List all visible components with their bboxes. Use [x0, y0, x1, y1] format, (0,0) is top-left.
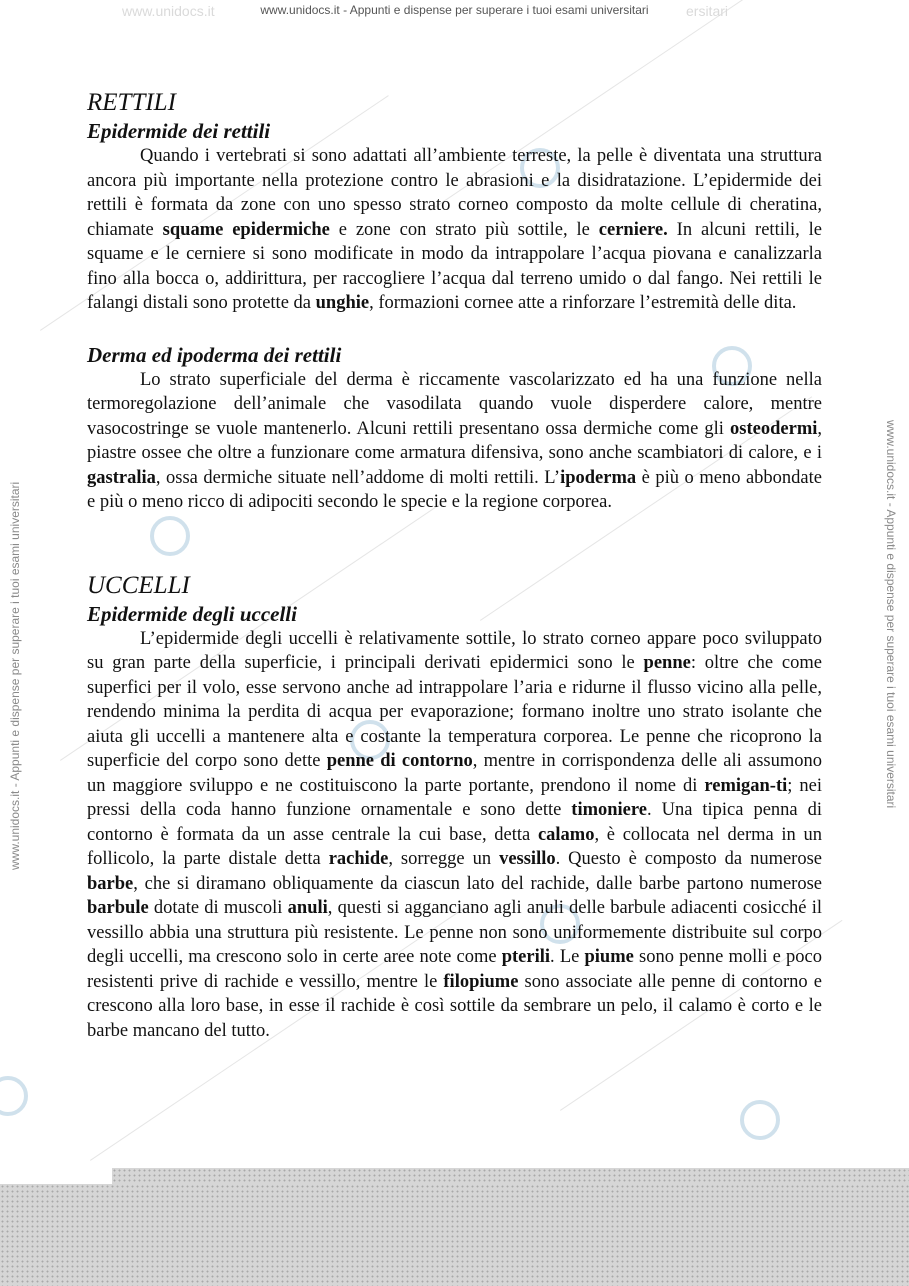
- bold-term: rachide: [328, 849, 389, 869]
- page-bottom-overlay: [0, 1184, 909, 1286]
- bold-term: anuli: [287, 898, 328, 918]
- unidocs-logo-icon: [0, 1076, 28, 1116]
- bold-term: vessillo: [499, 849, 556, 869]
- unidocs-logo-icon: [740, 1100, 780, 1140]
- side-watermark-left: www.unidocs.it - Appunti e dispense per superare i tuoi esami universitari: [8, 481, 22, 870]
- bold-term: ipoderma: [560, 467, 637, 488]
- subheading-derma-rettili: Derma ed ipoderma dei rettili: [87, 342, 342, 367]
- bold-term: piume: [584, 947, 634, 967]
- header-watermark-text: www.unidocs.it - Appunti e dispense per superare i tuoi esami universitari: [260, 3, 649, 17]
- bold-term: unghie: [315, 293, 370, 313]
- page-cutoff-overlay: [112, 1168, 909, 1185]
- bold-term: barbule: [87, 898, 149, 918]
- document-body: [87, 88, 822, 1043]
- bold-term: gastralia: [87, 467, 156, 488]
- bold-term: cerniere.: [598, 219, 668, 240]
- side-watermark-right: www.unidocs.it - Appunti e dispense per superare i tuoi esami universitari: [884, 420, 898, 809]
- header-watermark: [0, 3, 909, 17]
- bold-term: filopiume: [443, 971, 519, 992]
- header-ghost-left: www.unidocs.it: [122, 3, 215, 19]
- bold-term: penne: [643, 653, 691, 673]
- bold-term: pterili: [501, 947, 551, 967]
- bold-term: timoniere: [571, 800, 647, 820]
- paragraph-epidermide-uccelli: L’epidermide degli uccelli è relativamente sottile, lo strato corneo appare poco sviluppato su gran parte della superficie, i principali derivati epidermici sono le penne: oltre che come superfici per il volo, esse servono anche ad intrappolare l’aria e ridurne il flusso vicino alla pelle, rendendo minima la perdita di acqua per evaporazione; formano inoltre uno strato isolante che aiuta gli uccelli a mantenere alta e costante la temperatura corporea. Le penne che ricoprono la superficie del corpo sono dette penne di contorno, mentre in corrispondenza delle ali assumono un maggiore sviluppo e ne costituiscono la parte portante, prendono il nome di remigan-ti; nei pressi della coda hanno funzione ornamentale e sono dette timoniere. Una tipica penna di contorno è formata da un asse centrale la cui base, detta calamo, è collocata nel derma in un follicolo, la parte distale detta rachide, sorregge un vessillo. Questo è composto da numerose barbe, che si diramano obliquamente da ciascun lato del rachide, dalle barbe partono numerose barbule dotate di muscoli anuli, questi si agganciano agli anuli delle barbule adiacenti cosicché il vessillo abbia una struttura più resistente. Le penne non sono uniformemente distribuite sul corpo degli uccelli, ma crescono solo in certe aree note come pterili. Le piume sono penne molli e poco resistenti prive di rachide e vessillo, mentre le filopiume sono associate alle penne di contorno e crescono alla loro base, in esse il rachide è così sottile da sembrare un pelo, il calamo è corto e le barbe mancano del tutto.: [87, 628, 823, 1041]
- header-ghost-right: ersitari: [686, 3, 729, 19]
- subheading-epidermide-uccelli: Epidermide degli uccelli: [87, 601, 297, 626]
- bold-term: osteodermi: [730, 418, 818, 439]
- bold-term: remigan-ti: [704, 775, 788, 796]
- paragraph-derma-rettili: Lo strato superficiale del derma è riccamente vascolarizzato ed ha una funzione nella termoregolazione dell’animale che vasodilata quando vuole disperdere calore, mentre vasocostringe se vuole mantenerlo. Alcuni rettili presentano ossa dermiche come gli osteodermi, piastre ossee che oltre a funzionare come armatura difensiva, sono anche scambiatori di calore, e i gastralia, ossa dermiche situate nell’addome di molti rettili. L’ipoderma è più o meno abbondate e più o meno ricco di adipociti secondo le specie e la regione corporea.: [87, 369, 822, 512]
- bold-term: calamo: [537, 824, 595, 845]
- subheading-epidermide-rettili: Epidermide dei rettili: [87, 119, 271, 143]
- bold-term: squame epidermiche: [162, 219, 330, 240]
- section-title-rettili: RETTILI: [87, 89, 176, 116]
- section-title-uccelli: UCCELLI: [87, 571, 190, 599]
- bold-term: penne di contorno: [326, 751, 473, 771]
- paragraph-epidermide-rettili: Quando i vertebrati si sono adattati all’ambiente terreste, la pelle è diventata una struttura ancora più importante nella protezione contro le abrasioni e la disidratazione. L’epidermide dei rettili è formata da zone con uno spesso strato corneo composto da molte cellule di cheratina, chiamate squame epidermiche e zone con strato più sottile, le cerniere. In alcuni rettili, le squame e le cerniere si sono modificate in modo da intrappolare l’acqua piovana e canalizzarla fino alla bocca o, addirittura, per raccogliere l’acqua dal terreno umido o dal fango. Nei rettili le falangi distali sono protette da unghie, formazioni cornee atte a rinforzare l’estremità delle dita.: [87, 146, 822, 313]
- bold-term: barbe: [87, 873, 134, 894]
